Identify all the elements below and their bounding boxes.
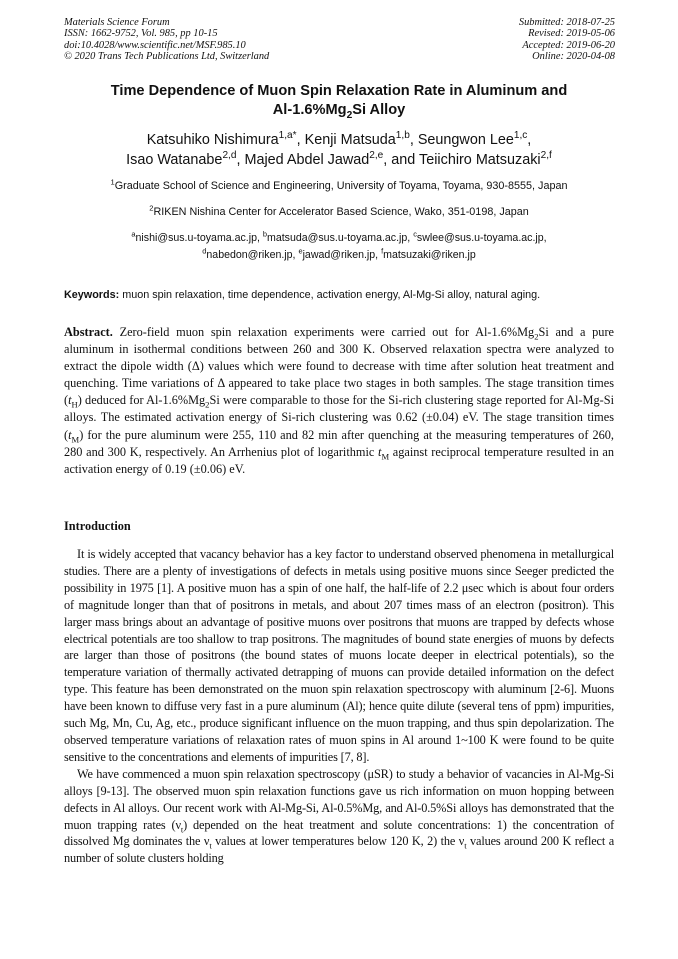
paragraph-text: ) depended on the heat treatment and solute concentrations: 1) the concentration of dissolved Mg dominates the ν [64,817,615,849]
affiliation-text: Graduate School of Science and Engineering, University of Toyama, Toyama, 930-8555, Japan [114,180,568,192]
author-affiliation-mark: 2,d [222,150,237,162]
email-link[interactable]: nabedon@riken.jp, [206,249,299,261]
abstract-symbol: t [68,393,72,408]
paragraph-subscript: t [180,823,184,834]
author-affiliation-mark: 2,f [540,150,552,162]
affiliation-text: RIKEN Nishina Center for Accelerator Based Science, Wako, 351-0198, Japan [153,206,529,218]
revised-date: Revised: 2019-05-06 [528,28,615,40]
email-link[interactable]: matsuda@sus.u-toyama.ac.jp, [267,232,414,244]
publication-info [64,17,269,63]
author-name: Seungwon Lee [417,132,514,148]
keywords-text: muon spin relaxation, time dependence, activation energy, Al-Mg-Si alloy, natural aging. [119,289,541,301]
paragraph-subscript: t [209,840,212,851]
abstract-text: Si and a pure aluminum in isothermal conditions between 260 and 300 K. Observed relaxation spectra were analyzed to extract the dipole width (Δ) values which were found to decrease with time after solution heat treatment and quenching. Time variations of Δ appeared to take place two stages in both samples. The stage transition times ( [64,325,614,408]
issn: ISSN: 1662-9752, Vol. 985, pp 10-15 [64,28,218,40]
abstract-text: against reciprocal temperature resulted in an activation energy of 0.19 (±0.06) eV. [64,444,615,476]
abstract-subscript: 2 [205,399,210,410]
abstract-label: Abstract. [64,325,113,339]
author-name: Katsuhiko Nishimura [146,132,279,148]
author-name: Kenji Matsuda [304,132,396,148]
online-date: Online: 2020-04-08 [532,51,615,63]
title-subscript: 2 [346,109,353,121]
email-list [40,230,638,264]
abstract-subscript: H [71,399,78,410]
submitted-date: Submitted: 2018-07-25 [518,17,615,28]
email-mark: d [202,246,207,256]
accepted-date: Accepted: 2019-06-20 [522,39,615,51]
abstract-text: Si were comparable to those for the Si-rich clustering stage reported for Al-Mg-Si alloys. The estimated activation energy of Si-rich clustering was 0.62 (±0.04) eV. The stage transition times ( [64,393,614,442]
title-line-1: Time Dependence of Muon Spin Relaxation Rate in Aluminum and [110,83,568,99]
author-affiliation-mark: 1,a* [278,130,297,142]
email-mark: f [381,246,384,256]
author-separator: , [527,132,532,148]
paper-title [60,82,618,120]
affiliation-2 [40,203,638,219]
author-separator: , and [383,152,420,168]
author-affiliation-mark: 1,b [395,130,410,142]
abstract-symbol: t [378,444,382,459]
title-line-2 [60,101,618,120]
author-affiliation-mark: 1,c [513,130,528,142]
paragraph-text: values around 200 K reflect a number of solute clusters holding [64,834,615,866]
email-mark: a [131,229,136,239]
abstract-text: ) deduced for Al-1.6%Mg [77,393,206,408]
introduction-paragraph-1: It is widely accepted that vacancy behavior has a key factor to understand observed phenomena in metallurgical studies. There are a plenty of investigations of defects in metals using positive muons since Seeger predicted the possibility in 1975 [1]. A positive muon has a spin of one half, the half-life of 2.2 μsec which is about four orders of magnitude longer than that of positrons in metals, and about 207 times mass of an electron (positron). This larger mass brings about an advantage of positive muons over positrons that muons are trapped by defects whose electrical potentials are too shallow to trap positrons. The magnitudes of bound state energies of muons by defects are larger than those of positrons (the bound states of muons locate deeper in electrical potentials), so the temperature variation of thermally activated detrapping of muons can provide detailed information on the defect type. This feature has been demonstrated on the muon spin relaxation spectroscopy with aluminum [2-6]. Muons have been known to diffuse very fast in a pure aluminum (Al); hence quite dilute (several tens of ppm) impurities, such Mg, Mn, Cu, Ag, etc., produce significant influence on the muon trapping, and thus spin depolarization. The observed temperature variations of relaxation rates of muon spins in Al around 1~100 K were found to be quite sensitive to the concentrations and elements of impurities [7, 8]. [64,547,614,764]
email-link[interactable]: jawad@riken.jp, [302,249,382,261]
abstract-subscript: M [71,434,80,445]
email-mark: b [262,229,267,239]
author-separator: , [236,152,245,168]
author-separator: , [409,132,418,148]
copyright: © 2020 Trans Tech Publications Ltd, Switzerland [64,51,270,63]
email-link[interactable]: swlee@sus.u-toyama.ac.jp, [416,232,547,244]
journal-name: Materials Science Forum [64,17,170,28]
abstract-symbol: t [68,427,72,442]
author-list [60,130,618,170]
abstract-text: Zero-field muon spin relaxation experiments were carried out for Al-1.6%Mg [112,325,535,339]
email-line-1 [40,230,638,247]
email-mark: e [298,246,303,256]
author-name: Isao Watanabe [126,152,223,168]
doi: doi:10.4028/www.scientific.net/MSF.985.10 [64,39,246,51]
publication-dates [519,17,615,63]
author-affiliation-mark: 2,e [369,150,384,162]
paragraph-text: values at lower temperatures below 120 K, 2) the ν [211,834,465,849]
author-separator: , [296,132,305,148]
affiliation-1 [40,177,638,193]
email-link[interactable]: matsuzaki@riken.jp [383,249,476,261]
keywords-label: Keywords: [64,289,120,301]
abstract-subscript: 2 [534,331,539,342]
email-mark: c [413,229,417,239]
email-link[interactable]: nishi@sus.u-toyama.ac.jp, [135,232,263,244]
affiliation-number: 1 [110,177,115,187]
introduction-heading: Introduction [64,519,131,533]
author-name: Teiichiro Matsuzaki [419,152,541,168]
paragraph-subscript: t [464,840,467,851]
abstract-text: ) for the pure aluminum were 255, 110 and 82 min after quenching at the measuring temperatures of 260, 280 and 300 K, respectively. An Arrhenius plot of logarithmic [64,427,614,459]
paragraph-text: We have commenced a muon spin relaxation spectroscopy (μSR) to study a behavior of vacancies in Al-Mg-Si alloys [9-13]. The observed muon spin relaxation functions gave us rich information on muon hopping between defects in Al alloys. Our recent work with Al-Mg-Si, Al-0.5%Mg, and Al-0.5%Si alloys has demonstrated that the muon trapping rates (ν [64,766,614,832]
keywords [64,289,624,302]
author-line-1 [60,130,618,150]
author-name: Majed Abdel Jawad [244,152,370,168]
affiliation-number: 2 [149,203,154,213]
author-line-2 [60,150,618,170]
abstract-subscript: M [381,451,390,462]
title-suffix: Si Alloy [352,102,406,118]
email-line-2 [40,247,638,264]
title-compound: Al-1.6%Mg [272,102,347,118]
introduction-body [64,546,614,867]
introduction-paragraph-2 [64,766,614,867]
abstract [64,324,614,478]
